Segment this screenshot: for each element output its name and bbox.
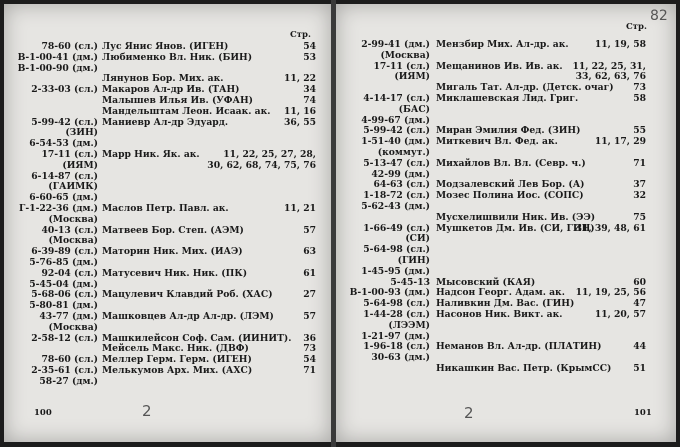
- entry-name: Миткевич Вл. Фед. ак.: [436, 136, 558, 148]
- entry-pages: 11, 17, 29: [594, 136, 646, 148]
- index-entry: [344, 213, 646, 224]
- entry-phone: 4-99-67 (дм.): [361, 114, 430, 126]
- entry-name: Мейсель Макс. Ник. (ДВФ): [102, 343, 249, 355]
- entry-name: Лус Янис Янов. (ИГЕН): [102, 41, 229, 52]
- entry-pages: 32: [633, 190, 646, 202]
- entry-name: Михайлов Вл. Вл. (Севр. ч.): [436, 157, 586, 169]
- entry-pages: 11, 21: [284, 202, 316, 214]
- entry-phone: 2-58-12 (сл.): [31, 332, 98, 344]
- entry-name: Мещанинов Ив. Ив. ак.: [436, 60, 563, 72]
- index-entry: [344, 159, 646, 170]
- index-entry: [14, 107, 316, 118]
- entry-name: Мигаль Тат. Ал-др. (Детск. очаг): [436, 82, 614, 94]
- entry-pages: 27: [303, 289, 316, 301]
- page-number: 101: [634, 408, 652, 418]
- pages-column-header: Стр.: [626, 22, 647, 32]
- index-entry: [14, 161, 316, 172]
- entry-phone: 5-13-47 (сл.): [363, 157, 430, 169]
- entry-phone: 5-64-98 (сл.): [363, 298, 430, 310]
- entry-phone: (Москва): [380, 49, 430, 61]
- entry-name: Мелькумов Арх. Мих. (АХС): [102, 364, 253, 376]
- entry-pages: 11, 22: [284, 73, 316, 85]
- entry-phone: 5-76-85 (дм.): [29, 256, 98, 268]
- entry-pages: 34: [303, 84, 316, 96]
- entry-phone: (СИ): [405, 233, 430, 245]
- entry-name: Любименко Вл. Ник. (БИН): [102, 51, 253, 63]
- entry-phone: (коммут.): [377, 146, 430, 158]
- entry-name: Мацулевич Клавдий Роб. (ХАС): [102, 289, 273, 301]
- entry-name: Машковцев Ал-др Ал-др. (ЛЭМ): [102, 310, 274, 322]
- entry-name: Маторин Ник. Мих. (ИАЭ): [102, 246, 243, 258]
- entry-phone: 78-60 (сл.): [41, 354, 98, 366]
- entry-name: Неманов Вл. Ал-др. (ПЛАТИН): [436, 341, 602, 353]
- index-entry: [14, 377, 316, 388]
- index-entry-list: [344, 40, 646, 375]
- entry-name: Модзалевский Лев Бор. (А): [436, 179, 585, 191]
- entry-pages: 11, 20, 57: [594, 308, 646, 320]
- entry-phone: 5-45-04 (дм.): [29, 278, 98, 290]
- entry-pages: 30, 62, 68, 74, 75, 76: [207, 159, 316, 171]
- entry-phone: (БАС): [398, 103, 430, 115]
- entry-pages: 63: [303, 246, 316, 258]
- entry-pages: 53: [303, 51, 316, 63]
- entry-phone: (ЛЭЭМ): [388, 319, 430, 331]
- entry-pages: 73: [633, 82, 646, 94]
- entry-phone: 5-62-43 (дм.): [361, 200, 430, 212]
- entry-pages: 71: [633, 157, 646, 169]
- entry-phone: 64-63 (сл.): [373, 179, 430, 191]
- entry-pages: 11, 16: [284, 105, 316, 117]
- entry-name: Мушкетов Дм. Ив. (СИ, ГИН): [436, 222, 595, 234]
- entry-pages: 57: [303, 224, 316, 236]
- index-entry: [344, 267, 646, 278]
- entry-phone: В-1-00-41 (дм.): [17, 51, 98, 63]
- pages-column-header: Стр.: [290, 30, 311, 40]
- entry-pages: 11, 22, 25, 27, 28,: [223, 148, 316, 160]
- entry-phone: 17-11 (сл.): [373, 60, 430, 72]
- entry-name: Макаров Ал-др Ив. (ТАН): [102, 84, 240, 96]
- entry-phone: 1-66-49 (сл.): [363, 222, 430, 234]
- left-page: [4, 4, 331, 442]
- entry-pages: 75: [633, 211, 646, 223]
- index-entry: [344, 364, 646, 375]
- entry-name: Мусхелишвили Ник. Ив. (ЭЭ): [436, 211, 596, 223]
- entry-phone: 5-45-13: [390, 276, 430, 288]
- index-entry: [14, 215, 316, 226]
- index-entry: [14, 118, 316, 129]
- entry-phone: (ИЯМ): [394, 71, 430, 83]
- entry-phone: 2-35-61 (сл.): [31, 364, 98, 376]
- index-entry: [344, 51, 646, 62]
- index-entry-list: [14, 42, 316, 388]
- entry-name: Матвеев Бор. Степ. (АЭМ): [102, 224, 244, 236]
- entry-phone: 58-27 (дм.): [39, 375, 98, 387]
- entry-phone: 6-60-65 (дм.): [29, 192, 98, 204]
- entry-phone: 2-33-03 (сл.): [31, 84, 98, 96]
- index-entry: [14, 269, 316, 280]
- entry-phone: 92-04 (сл.): [41, 267, 98, 279]
- page-number: 100: [34, 408, 52, 418]
- entry-phone: (Москва): [48, 213, 98, 225]
- entry-name: Насонов Ник. Викт. ак.: [436, 308, 563, 320]
- index-entry: [14, 323, 316, 334]
- entry-phone: 40-13 (сл.): [41, 224, 98, 236]
- entry-phone: (Москва): [48, 321, 98, 333]
- index-entry: [14, 53, 316, 64]
- entry-phone: 5-99-42 (сл.): [31, 116, 98, 128]
- entry-phone: 17-11 (сл.): [41, 148, 98, 160]
- entry-pages: 51: [633, 362, 646, 374]
- entry-name: Мандельштам Леон. Исаак. ак.: [102, 105, 271, 117]
- handwritten-mark: 2: [464, 404, 474, 422]
- entry-pages: 55: [633, 125, 646, 137]
- entry-phone: 5-68-06 (сл.): [31, 289, 98, 301]
- entry-name: Маслов Петр. Павл. ак.: [102, 202, 229, 214]
- index-entry: [344, 245, 646, 256]
- index-entry: [344, 224, 646, 235]
- entry-name: Надсон Георг. Адам. ак.: [436, 287, 565, 299]
- entry-phone: 1-44-28 (сл.): [363, 308, 430, 320]
- entry-pages: 71: [303, 364, 316, 376]
- entry-name: Маниевр Ал-др Эдуард.: [102, 116, 229, 128]
- right-page: [336, 4, 676, 442]
- entry-name: Лянунов Бор. Мих. ак.: [102, 73, 224, 85]
- entry-phone: (ЗИН): [65, 127, 98, 139]
- entry-pages: 47: [633, 298, 646, 310]
- entry-pages: 11, 22, 25, 31,: [572, 60, 646, 72]
- entry-phone: 6-14-87 (сл.): [31, 170, 98, 182]
- entry-phone: В-1-00-93 (дм.): [349, 287, 430, 299]
- entry-name: Наливкин Дм. Вас. (ГИН): [436, 298, 575, 310]
- entry-pages: 11, 19, 58: [594, 39, 646, 50]
- entry-pages: 31, 39, 48, 61: [575, 222, 646, 234]
- entry-name: Меллер Герм. Герм. (ИГЕН): [102, 354, 252, 366]
- entry-phone: В-1-00-90 (дм.): [17, 62, 98, 74]
- entry-name: Миклашевская Лид. Григ.: [436, 92, 579, 104]
- entry-name: Миран Эмилия Фед. (ЗИН): [436, 125, 581, 137]
- entry-phone: (ГИН): [397, 254, 430, 266]
- entry-pages: 58: [633, 92, 646, 104]
- index-entry: [344, 321, 646, 332]
- entry-phone: 1-21-97 (дм.): [361, 330, 430, 342]
- entry-phone: (ИЯМ): [62, 159, 98, 171]
- entry-phone: 42-99 (дм.): [371, 168, 430, 180]
- entry-name: Мензбир Мих. Ал-др. ак.: [436, 39, 569, 50]
- entry-pages: 37: [633, 179, 646, 191]
- entry-name: Марр Ник. Як. ак.: [102, 148, 200, 160]
- entry-pages: 74: [303, 94, 316, 106]
- entry-phone: 1-18-72 (сл.): [363, 190, 430, 202]
- entry-pages: 36: [303, 332, 316, 344]
- entry-pages: 73: [303, 343, 316, 355]
- index-entry: [344, 105, 646, 116]
- entry-phone: 5-64-98 (сл.): [363, 244, 430, 256]
- entry-phone: 2-99-41 (дм.): [361, 39, 430, 50]
- entry-phone: 78-60 (сл.): [41, 41, 98, 52]
- entry-phone: 30-63 (дм.): [371, 352, 430, 364]
- entry-name: Матусевич Ник. Ник. (ПК): [102, 267, 248, 279]
- entry-pages: 60: [633, 276, 646, 288]
- entry-name: Мысовский (КАЯ): [436, 276, 536, 288]
- entry-phone: 1-96-18 (сл.): [363, 341, 430, 353]
- entry-phone: 5-99-42 (сл.): [363, 125, 430, 137]
- entry-phone: 4-14-17 (сл.): [363, 92, 430, 104]
- entry-pages: 11, 19, 25, 56: [575, 287, 646, 299]
- entry-pages: 54: [303, 354, 316, 366]
- entry-phone: 1-51-40 (дм.): [361, 136, 430, 148]
- entry-pages: 54: [303, 41, 316, 52]
- entry-phone: 5-80-81 (дм.): [29, 300, 98, 312]
- handwritten-mark: 2: [142, 402, 152, 420]
- entry-pages: 36, 55: [284, 116, 316, 128]
- entry-pages: 61: [303, 267, 316, 279]
- entry-phone: Г-1-22-36 (дм.): [19, 202, 98, 214]
- entry-name: Мозес Полина Иос. (СОПС): [436, 190, 584, 202]
- entry-pages: 33, 62, 63, 76: [575, 71, 646, 83]
- entry-phone: (Москва): [48, 235, 98, 247]
- entry-pages: 44: [633, 341, 646, 353]
- entry-phone: 1-45-95 (дм.): [361, 265, 430, 277]
- entry-phone: (ГАИМК): [48, 181, 98, 193]
- index-entry: [344, 94, 646, 105]
- entry-name: Малышев Илья Ив. (УФАН): [102, 94, 253, 106]
- entry-phone: 43-77 (дм.): [39, 310, 98, 322]
- entry-phone: 6-54-53 (дм.): [29, 138, 98, 150]
- entry-name: Машкилейсон Соф. Сам. (ИИНИТ).: [102, 332, 292, 344]
- handwritten-corner-number: 82: [650, 8, 668, 24]
- entry-phone: 6-39-89 (сл.): [31, 246, 98, 258]
- entry-name: Никашкин Вас. Петр. (КрымСС): [436, 362, 612, 374]
- entry-pages: 57: [303, 310, 316, 322]
